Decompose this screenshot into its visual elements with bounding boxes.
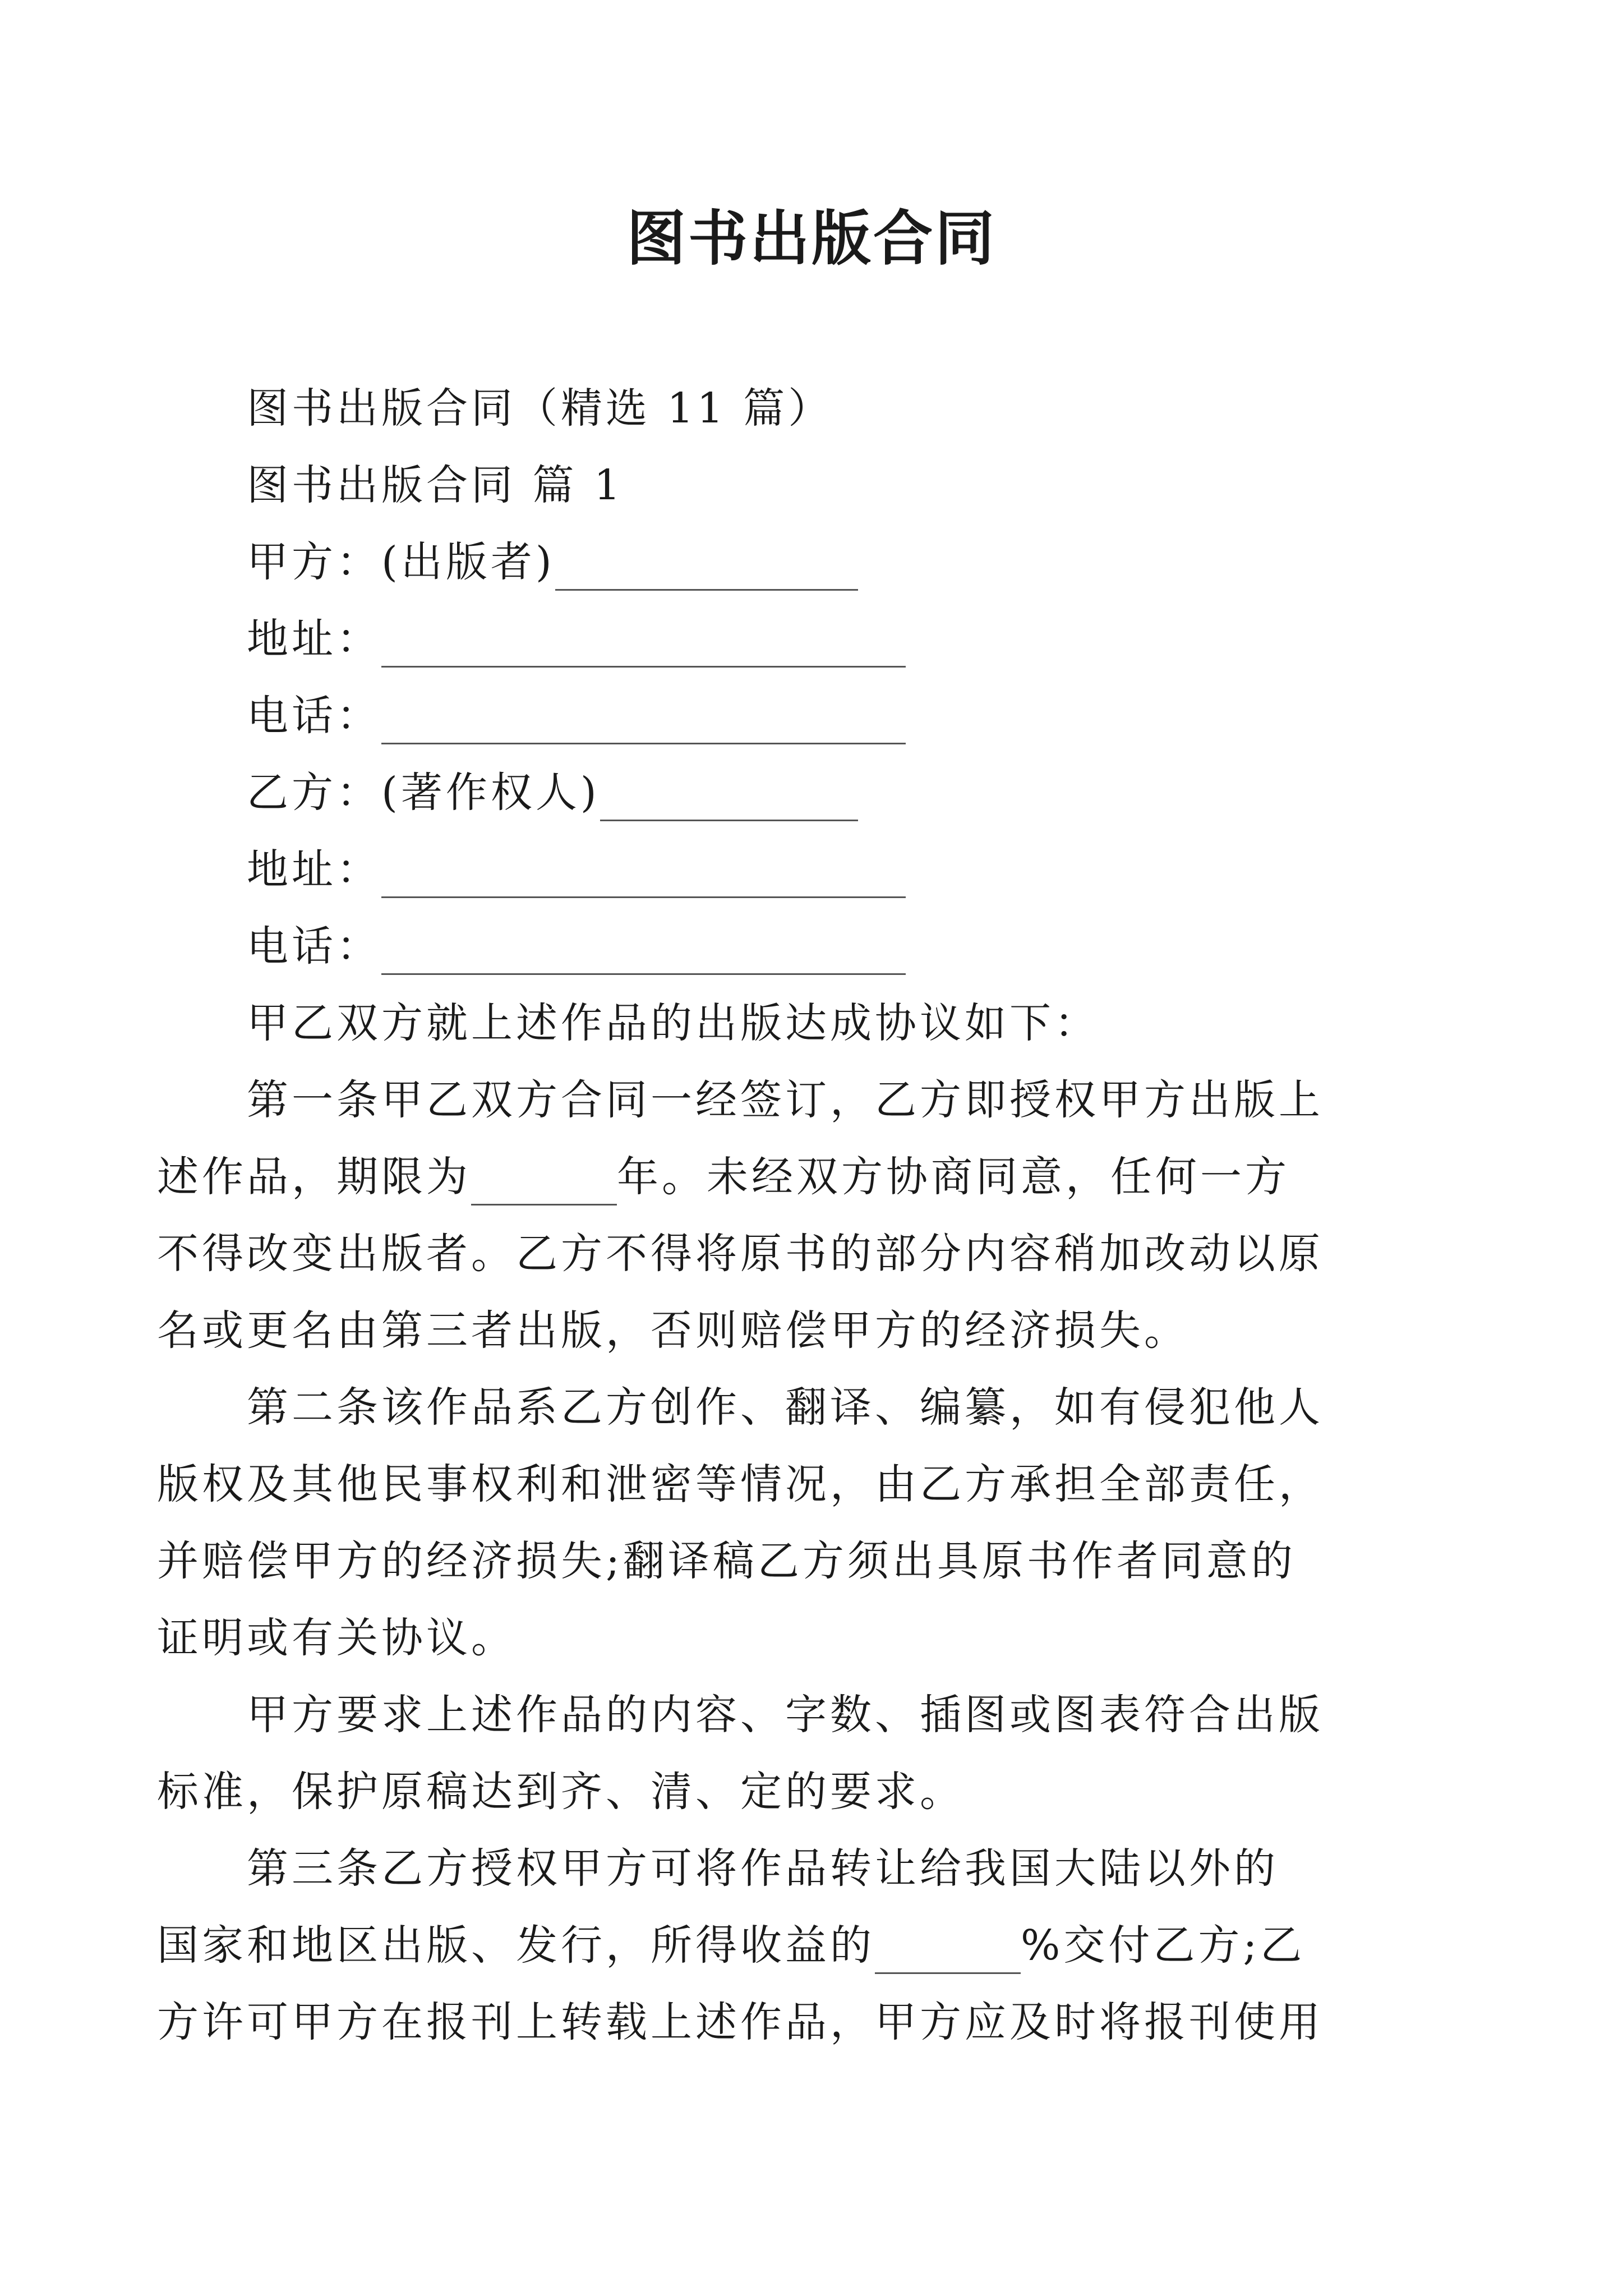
fill-blank: [600, 769, 858, 821]
line-text: 地址：: [247, 845, 381, 894]
line-text: 并赔偿甲方的经济损失;翻译稿乙方须出具原书作者同意的: [157, 1537, 1296, 1585]
line-text: 乙方：(著作权人): [247, 769, 600, 817]
line-text: 甲方要求上述作品的内容、字数、插图或图表符合出版: [247, 1691, 1324, 1739]
line-text: 版权及其他民事权利和泄密等情况，由乙方承担全部责任，: [157, 1460, 1324, 1508]
line-text: 国家和地区出版、发行，所得收益的: [157, 1921, 875, 1970]
clause-3-line-1: [247, 1830, 1391, 1907]
party-b-address-line: [247, 831, 1391, 908]
clause-2-line-2: [157, 1446, 1391, 1523]
clause-3-line-2: [157, 1907, 1391, 1984]
subtitle-line: [247, 370, 1391, 447]
line-text: 电话：: [247, 922, 381, 970]
party-b-line: [247, 754, 1391, 831]
line-text: 图书出版合同 篇 1: [247, 461, 624, 509]
line-text: 甲乙双方就上述作品的出版达成协议如下：: [247, 999, 1099, 1047]
line-text: 第一条甲乙双方合同一经签订，乙方即授权甲方出版上: [247, 1076, 1324, 1124]
line-text: 图书出版合同（精选 11 篇）: [247, 384, 833, 432]
line-text: 证明或有关协议。: [157, 1614, 516, 1662]
fill-blank: [381, 615, 906, 668]
section-heading: [247, 447, 1391, 524]
line-text: 标准，保护原稿达到齐、清、定的要求。: [157, 1768, 965, 1816]
line-text: 方许可甲方在报刊上转载上述作品，甲方应及时将报刊使用: [157, 1998, 1324, 2046]
clause-2b-line-1: [247, 1677, 1391, 1754]
line-text: 第三条乙方授权甲方可将作品转让给我国大陆以外的: [247, 1844, 1279, 1893]
clause-1-line-4: [157, 1292, 1391, 1369]
party-a-address-line: [247, 601, 1391, 678]
fill-blank: [471, 1153, 617, 1205]
party-a-phone-line: [247, 678, 1391, 754]
fill-blank: [381, 923, 906, 975]
clause-1-line-2: [157, 1139, 1391, 1216]
line-text: 名或更名由第三者出版，否则赔偿甲方的经济损失。: [157, 1306, 1189, 1355]
line-text: 不得改变出版者。乙方不得将原书的部分内容稍加改动以原: [157, 1230, 1324, 1278]
line-text: 第二条该作品系乙方创作、翻译、编纂，如有侵犯他人: [247, 1383, 1324, 1432]
line-text: %交付乙方;乙: [1021, 1921, 1306, 1970]
fill-blank: [381, 846, 906, 898]
clause-1-line-1: [247, 1062, 1391, 1139]
party-b-phone-line: [247, 908, 1391, 985]
agreement-intro: [247, 985, 1391, 1062]
document-title: 图书出版合同: [626, 203, 997, 273]
fill-blank: [555, 539, 858, 591]
line-text: 甲方：(出版者): [247, 538, 555, 586]
clause-1-line-3: [157, 1216, 1391, 1292]
clause-2-line-1: [247, 1369, 1391, 1446]
clause-2-line-4: [157, 1600, 1391, 1677]
line-text: 年。未经双方协商同意，任何一方: [617, 1153, 1290, 1201]
document-body: [247, 370, 1391, 1062]
clause-3-line-3: [157, 1984, 1391, 2061]
line-text: 述作品，期限为: [157, 1153, 471, 1201]
fill-blank: [381, 692, 906, 744]
line-text: 电话：: [247, 692, 381, 740]
fill-blank: [875, 1922, 1021, 1974]
clause-2b-line-2: [157, 1754, 1391, 1830]
party-a-line: [247, 524, 1391, 601]
clause-2-line-3: [157, 1523, 1391, 1600]
clauses: [157, 1062, 1391, 2061]
line-text: 地址：: [247, 615, 381, 663]
